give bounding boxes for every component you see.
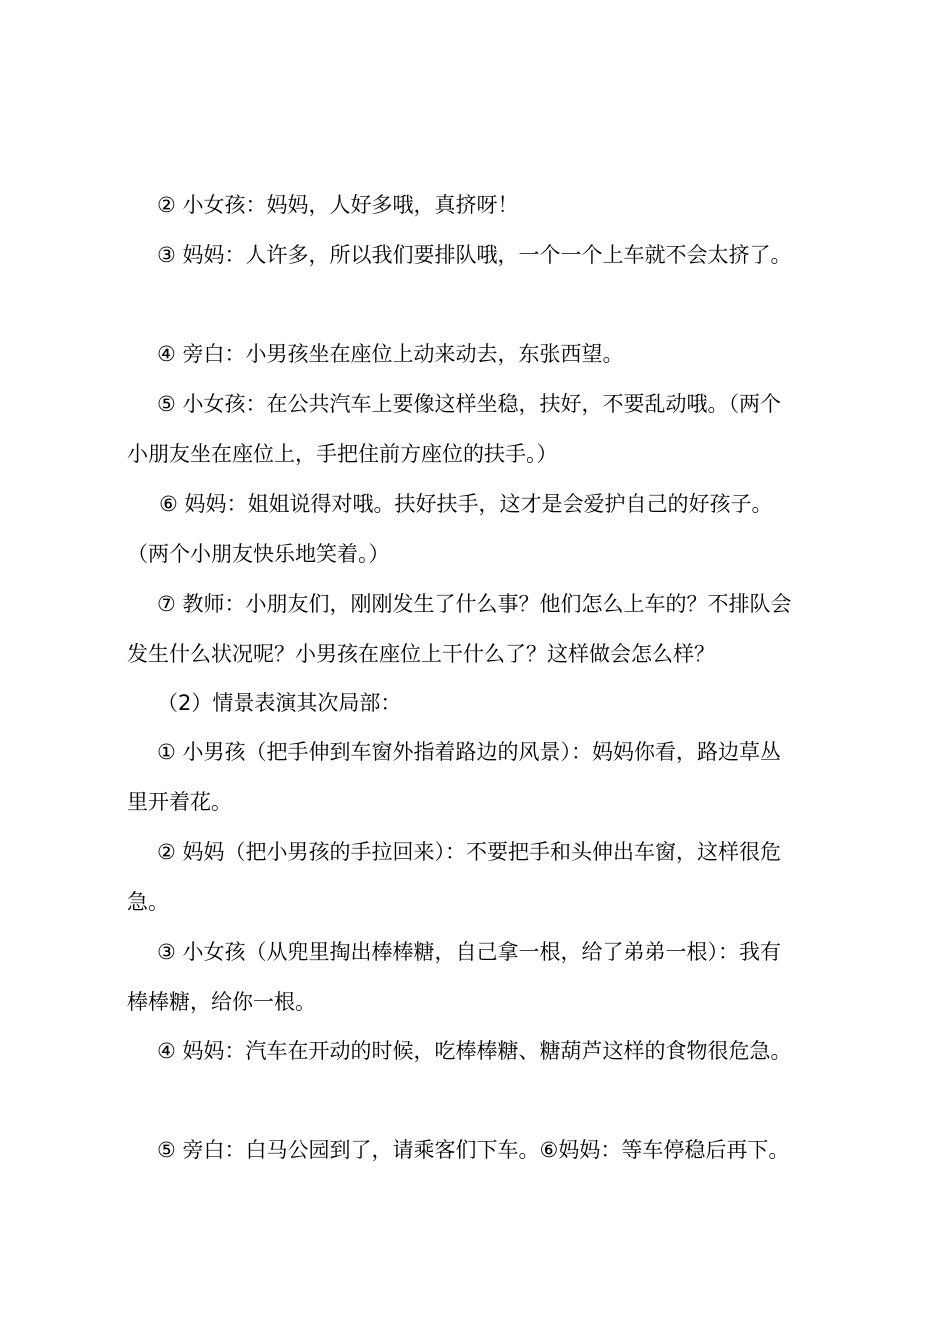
text-line: ④ 旁白：小男孩坐在座位上动来动去，东张西望。 bbox=[157, 342, 624, 366]
text-line: （2）情景表演其次局部： bbox=[157, 691, 402, 715]
text-line: （两个小朋友快乐地笑着。） bbox=[127, 542, 390, 566]
text-line: ⑥ 妈妈：姐姐说得对哦。扶好扶手，这才是会爱护自己的好孩子。 bbox=[159, 492, 773, 516]
text-line: 棒棒糖，给你一根。 bbox=[127, 990, 316, 1014]
text-line: 小朋友坐在座位上，手把住前方座位的扶手。） bbox=[127, 442, 558, 466]
text-line: 发生什么状况呢？小男孩在座位上干什么了？这样做会怎么样？ bbox=[127, 642, 715, 666]
text-line: ⑤ 小女孩：在公共汽车上要像这样坐稳，扶好，不要乱动哦。（两个 bbox=[157, 392, 781, 416]
text-line: ⑤ 旁白：白马公园到了，请乘客们下车。⑥妈妈：等车停稳后再下。 bbox=[157, 1138, 790, 1162]
text-line: 里开着花。 bbox=[127, 790, 232, 814]
text-line: ④ 妈妈：汽车在开动的时候，吃棒棒糖、糖葫芦这样的食物很危急。 bbox=[157, 1039, 792, 1063]
text-line: 急。 bbox=[127, 890, 169, 914]
text-line: ② 小女孩：妈妈，人好多哦，真挤呀！ bbox=[157, 193, 519, 217]
text-line: ② 妈妈（把小男孩的手拉回来）：不要把手和头伸出车窗，这样很危 bbox=[157, 840, 781, 864]
text-line: ③ 小女孩（从兜里掏出棒棒糖，自己拿一根，给了弟弟一根）：我有 bbox=[157, 940, 781, 964]
text-line: ⑦ 教师：小朋友们，刚刚发生了什么事？他们怎么上车的？不排队会 bbox=[157, 592, 792, 616]
text-line: ③ 妈妈：人许多，所以我们要排队哦，一个一个上车就不会太挤了。 bbox=[157, 243, 792, 267]
text-line: ① 小男孩（把手伸到车窗外指着路边的风景）：妈妈你看，路边草丛 bbox=[157, 740, 781, 764]
